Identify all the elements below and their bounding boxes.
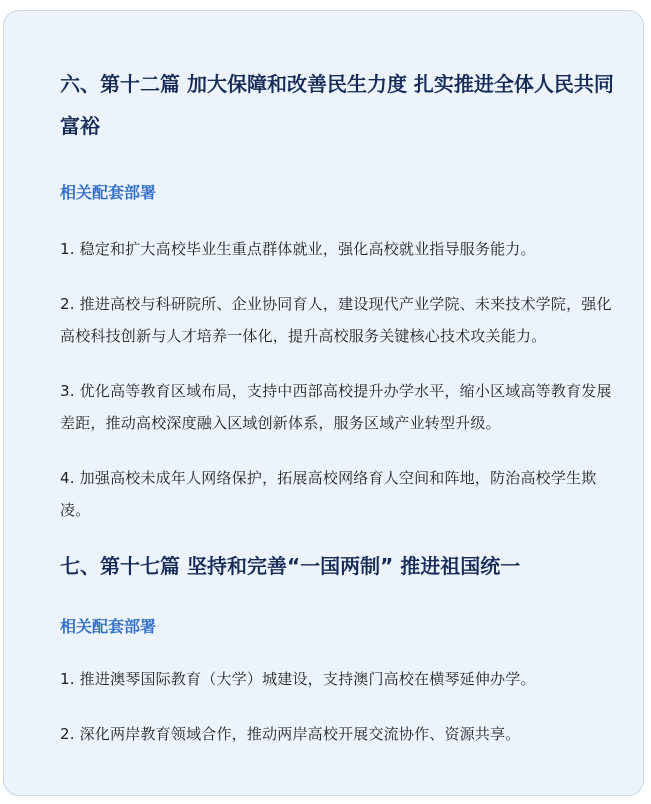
list-item: 1. 推进澳琴国际教育（大学）城建设，支持澳门高校在横琴延伸办学。 (60, 670, 536, 688)
list-item: 2. 深化两岸教育领域合作，推动两岸高校开展交流协作、资源共享。 (60, 725, 521, 743)
list-item: 4. 加强高校未成年人网络保护，拓展高校网络育人空间和阵地，防治高校学生欺凌。 (60, 469, 597, 519)
content-card (3, 10, 644, 796)
section-subheading: 相关配套部署 (60, 617, 157, 636)
section-subheading: 相关配套部署 (60, 183, 157, 202)
list-item: 3. 优化高等教育区域布局，支持中西部高校提升办学水平，缩小区域高等教育发展差距，推动高校深度融入区域创新体系，服务区域产业转型升级。 (60, 382, 612, 432)
list-item: 2. 推进高校与科研院所、企业协同育人，建设现代产业学院、未来技术学院，强化高校科技创新与人才培养一体化，提升高校服务关键核心技术攻关能力。 (60, 295, 612, 345)
section-title: 六、第十二篇 加大保障和改善民生力度 扎实推进全体人民共同富裕 (60, 72, 614, 138)
list-item: 1. 稳定和扩大高校毕业生重点群体就业，强化高校就业指导服务能力。 (60, 240, 536, 258)
section-title: 七、第十七篇 坚持和完善“一国两制” 推进祖国统一 (60, 554, 521, 578)
